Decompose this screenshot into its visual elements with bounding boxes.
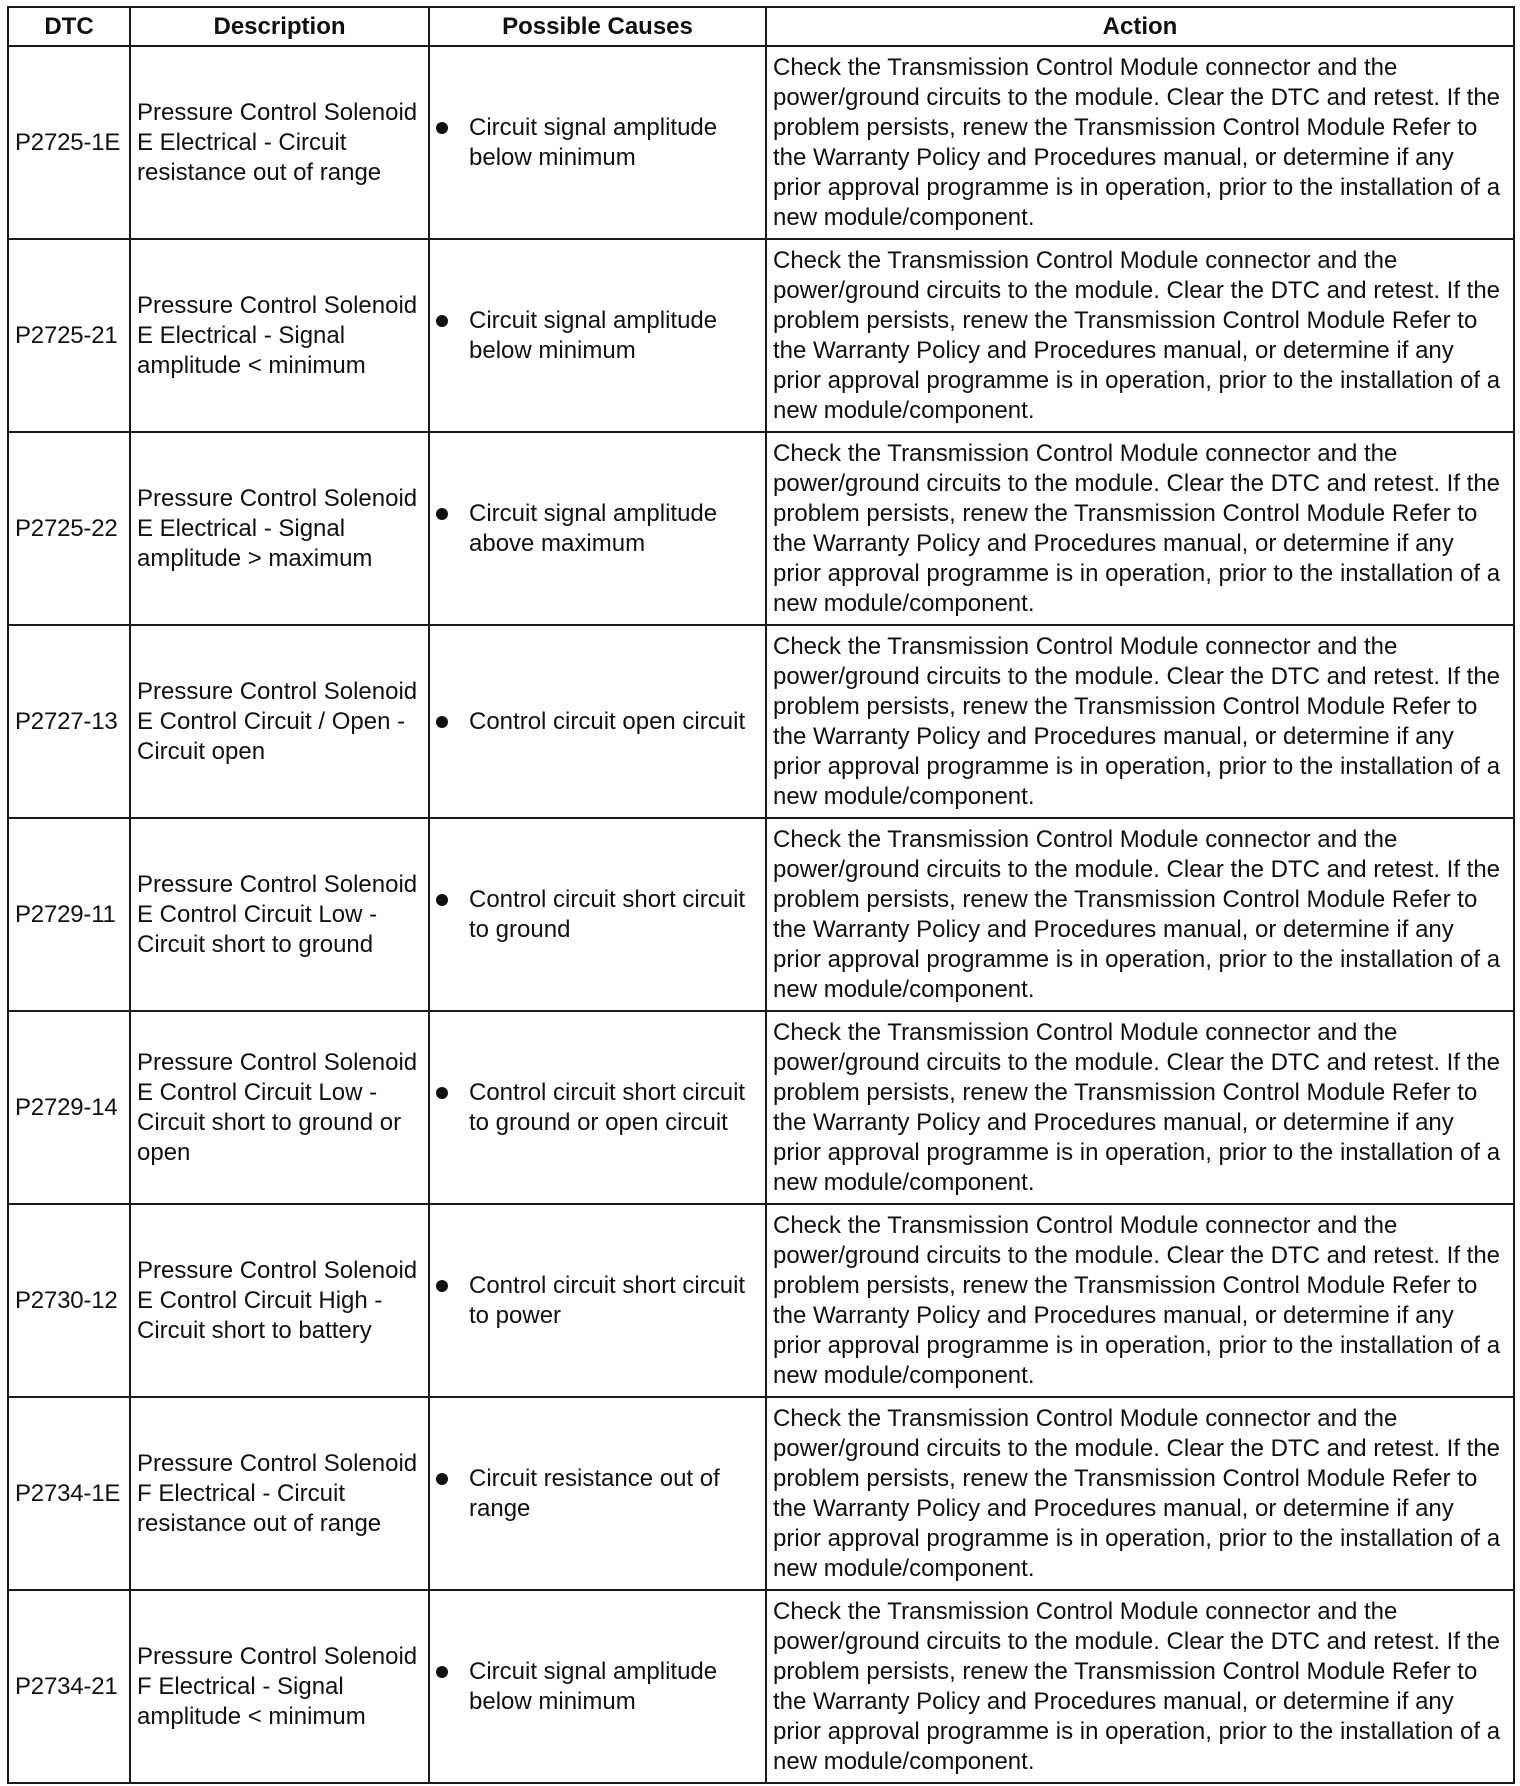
dtc-description: Pressure Control Solenoid E Control Circuit Low - Circuit short to ground	[130, 818, 429, 1011]
cause-item	[436, 1464, 759, 1524]
bullet-icon	[436, 894, 448, 906]
action-text: Check the Transmission Control Module connector and the power/ground circuits to the module. Clear the DTC and retest. If the problem persists, renew the Transmission Control Module Refer to the Warranty Policy and Procedures manual, or determine if any prior approval programme is in operation, prior to the installation of a new module/component.	[766, 432, 1514, 625]
table-row	[8, 46, 1514, 239]
action-text: Check the Transmission Control Module connector and the power/ground circuits to the module. Clear the DTC and retest. If the problem persists, renew the Transmission Control Module Refer to the Warranty Policy and Procedures manual, or determine if any prior approval programme is in operation, prior to the installation of a new module/component.	[766, 1204, 1514, 1397]
bullet-icon	[436, 315, 448, 327]
action-text: Check the Transmission Control Module connector and the power/ground circuits to the module. Clear the DTC and retest. If the problem persists, renew the Transmission Control Module Refer to the Warranty Policy and Procedures manual, or determine if any prior approval programme is in operation, prior to the installation of a new module/component.	[766, 1397, 1514, 1590]
table-row	[8, 1011, 1514, 1204]
dtc-description: Pressure Control Solenoid E Electrical - Signal amplitude < minimum	[130, 239, 429, 432]
table-row	[8, 818, 1514, 1011]
table-row	[8, 1590, 1514, 1783]
action-text: Check the Transmission Control Module connector and the power/ground circuits to the module. Clear the DTC and retest. If the problem persists, renew the Transmission Control Module Refer to the Warranty Policy and Procedures manual, or determine if any prior approval programme is in operation, prior to the installation of a new module/component.	[766, 1011, 1514, 1204]
bullet-icon	[436, 1087, 448, 1099]
cause-text: Circuit resistance out of range	[469, 1464, 720, 1522]
cause-text: Control circuit short circuit to ground	[469, 885, 746, 943]
table-row	[8, 1204, 1514, 1397]
bullet-icon	[436, 508, 448, 520]
dtc-description: Pressure Control Solenoid E Electrical - Circuit resistance out of range	[130, 46, 429, 239]
cause-item	[436, 1271, 759, 1331]
action-text: Check the Transmission Control Module connector and the power/ground circuits to the module. Clear the DTC and retest. If the problem persists, renew the Transmission Control Module Refer to the Warranty Policy and Procedures manual, or determine if any prior approval programme is in operation, prior to the installation of a new module/component.	[766, 239, 1514, 432]
possible-causes-cell	[429, 818, 766, 1011]
header-description: Description	[130, 7, 429, 46]
dtc-description: Pressure Control Solenoid E Control Circuit / Open - Circuit open	[130, 625, 429, 818]
dtc-code: P2727-13	[8, 625, 130, 818]
table-body	[8, 46, 1514, 1783]
dtc-code: P2730-12	[8, 1204, 130, 1397]
action-text: Check the Transmission Control Module connector and the power/ground circuits to the module. Clear the DTC and retest. If the problem persists, renew the Transmission Control Module Refer to the Warranty Policy and Procedures manual, or determine if any prior approval programme is in operation, prior to the installation of a new module/component.	[766, 818, 1514, 1011]
dtc-description: Pressure Control Solenoid E Control Circuit High - Circuit short to battery	[130, 1204, 429, 1397]
header-dtc: DTC	[8, 7, 130, 46]
bullet-icon	[436, 716, 448, 728]
possible-causes-cell	[429, 1590, 766, 1783]
possible-causes-cell	[429, 239, 766, 432]
bullet-icon	[436, 1666, 448, 1678]
cause-text: Circuit signal amplitude above maximum	[469, 499, 718, 557]
cause-text: Circuit signal amplitude below minimum	[469, 1657, 718, 1715]
bullet-icon	[436, 122, 448, 134]
dtc-code: P2734-21	[8, 1590, 130, 1783]
dtc-code: P2729-11	[8, 818, 130, 1011]
table-row	[8, 239, 1514, 432]
action-text: Check the Transmission Control Module connector and the power/ground circuits to the module. Clear the DTC and retest. If the problem persists, renew the Transmission Control Module Refer to the Warranty Policy and Procedures manual, or determine if any prior approval programme is in operation, prior to the installation of a new module/component.	[766, 46, 1514, 239]
cause-item	[436, 113, 759, 173]
cause-text: Circuit signal amplitude below minimum	[469, 306, 718, 364]
bullet-icon	[436, 1473, 448, 1485]
dtc-description: Pressure Control Solenoid F Electrical - Circuit resistance out of range	[130, 1397, 429, 1590]
cause-item	[436, 1078, 759, 1138]
cause-item	[436, 1657, 759, 1717]
possible-causes-cell	[429, 1204, 766, 1397]
dtc-code: P2734-1E	[8, 1397, 130, 1590]
table-row	[8, 1397, 1514, 1590]
dtc-code: P2725-22	[8, 432, 130, 625]
cause-item	[436, 707, 759, 737]
cause-item	[436, 499, 759, 559]
possible-causes-cell	[429, 1011, 766, 1204]
header-row	[8, 7, 1514, 46]
dtc-description: Pressure Control Solenoid E Electrical - Signal amplitude > maximum	[130, 432, 429, 625]
cause-text: Control circuit open circuit	[469, 707, 746, 735]
possible-causes-cell	[429, 625, 766, 818]
action-text: Check the Transmission Control Module connector and the power/ground circuits to the module. Clear the DTC and retest. If the problem persists, renew the Transmission Control Module Refer to the Warranty Policy and Procedures manual, or determine if any prior approval programme is in operation, prior to the installation of a new module/component.	[766, 1590, 1514, 1783]
dtc-table	[7, 6, 1515, 1784]
possible-causes-cell	[429, 1397, 766, 1590]
cause-text: Control circuit short circuit to power	[469, 1271, 746, 1329]
bullet-icon	[436, 1280, 448, 1292]
cause-item	[436, 885, 759, 945]
cause-text: Control circuit short circuit to ground or open circuit	[469, 1078, 746, 1136]
dtc-description: Pressure Control Solenoid E Control Circuit Low - Circuit short to ground or open	[130, 1011, 429, 1204]
dtc-description: Pressure Control Solenoid F Electrical - Signal amplitude < minimum	[130, 1590, 429, 1783]
table-header	[8, 7, 1514, 46]
possible-causes-cell	[429, 46, 766, 239]
action-text: Check the Transmission Control Module connector and the power/ground circuits to the module. Clear the DTC and retest. If the problem persists, renew the Transmission Control Module Refer to the Warranty Policy and Procedures manual, or determine if any prior approval programme is in operation, prior to the installation of a new module/component.	[766, 625, 1514, 818]
table-row	[8, 432, 1514, 625]
header-possible-causes: Possible Causes	[429, 7, 766, 46]
cause-item	[436, 306, 759, 366]
dtc-code: P2725-21	[8, 239, 130, 432]
dtc-code: P2725-1E	[8, 46, 130, 239]
cause-text: Circuit signal amplitude below minimum	[469, 113, 718, 171]
table-row	[8, 625, 1514, 818]
dtc-code: P2729-14	[8, 1011, 130, 1204]
possible-causes-cell	[429, 432, 766, 625]
header-action: Action	[766, 7, 1514, 46]
